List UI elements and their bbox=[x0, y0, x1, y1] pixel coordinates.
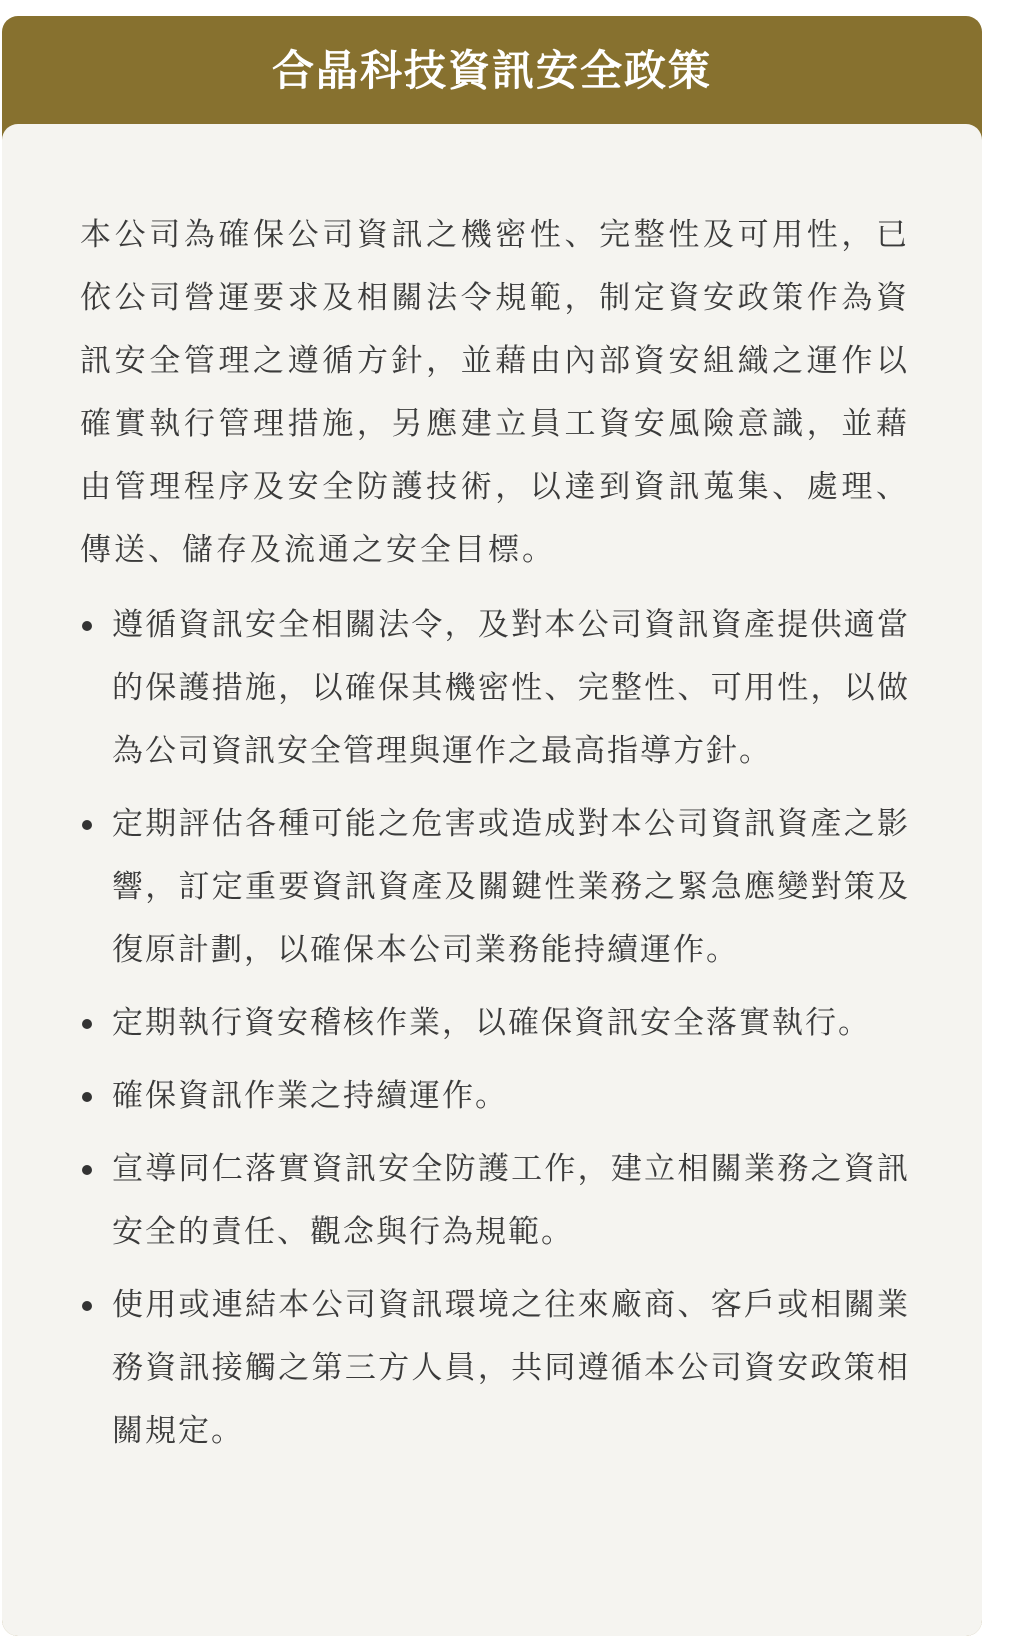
list-item-text: 確保資訊作業之持續運作。 bbox=[112, 1078, 508, 1114]
list-item bbox=[80, 1065, 910, 1128]
card-header bbox=[2, 16, 982, 124]
bullet-icon bbox=[82, 1092, 92, 1102]
bullet-icon bbox=[82, 1301, 92, 1311]
policy-list bbox=[80, 594, 910, 1473]
list-item-text: 遵循資訊安全相關法令，及對本公司資訊資產提供適當的保護措施，以確保其機密性、完整性、可用性，以做為公司資訊安全管理與運作之最高指導方針。 bbox=[112, 607, 910, 769]
list-item bbox=[80, 594, 910, 783]
intro-paragraph: 本公司為確保公司資訊之機密性、完整性及可用性，已依公司營運要求及相關法令規範，制定資安政策作為資訊安全管理之遵循方針，並藉由內部資安組織之運作以確實執行管理措施，另應建立員工資安風險意識，並藉由管理程序及安全防護技術，以達到資訊蒐集、處理、傳送、儲存及流通之安全目標。 bbox=[80, 217, 910, 568]
bullet-icon bbox=[82, 1165, 92, 1175]
list-item bbox=[80, 992, 910, 1055]
list-item bbox=[80, 1274, 910, 1463]
list-item-text: 定期執行資安稽核作業，以確保資訊安全落實執行。 bbox=[112, 1005, 871, 1041]
list-item bbox=[80, 793, 910, 982]
bullet-icon bbox=[82, 1019, 92, 1029]
list-item-text: 使用或連結本公司資訊環境之往來廠商、客戶或相關業務資訊接觸之第三方人員，共同遵循本公司資安政策相關規定。 bbox=[112, 1287, 910, 1449]
list-item-text: 定期評估各種可能之危害或造成對本公司資訊資產之影響，訂定重要資訊資產及關鍵性業務之緊急應變對策及復原計劃，以確保本公司業務能持續運作。 bbox=[112, 806, 910, 968]
page-title: 合晶科技資訊安全政策 bbox=[271, 46, 712, 95]
bullet-icon bbox=[82, 820, 92, 830]
list-item bbox=[80, 1138, 910, 1264]
list-item-text: 宣導同仁落實資訊安全防護工作，建立相關業務之資訊安全的責任、觀念與行為規範。 bbox=[112, 1151, 910, 1250]
policy-card bbox=[2, 16, 982, 1636]
card-body bbox=[2, 124, 982, 1636]
bullet-icon bbox=[82, 621, 92, 631]
